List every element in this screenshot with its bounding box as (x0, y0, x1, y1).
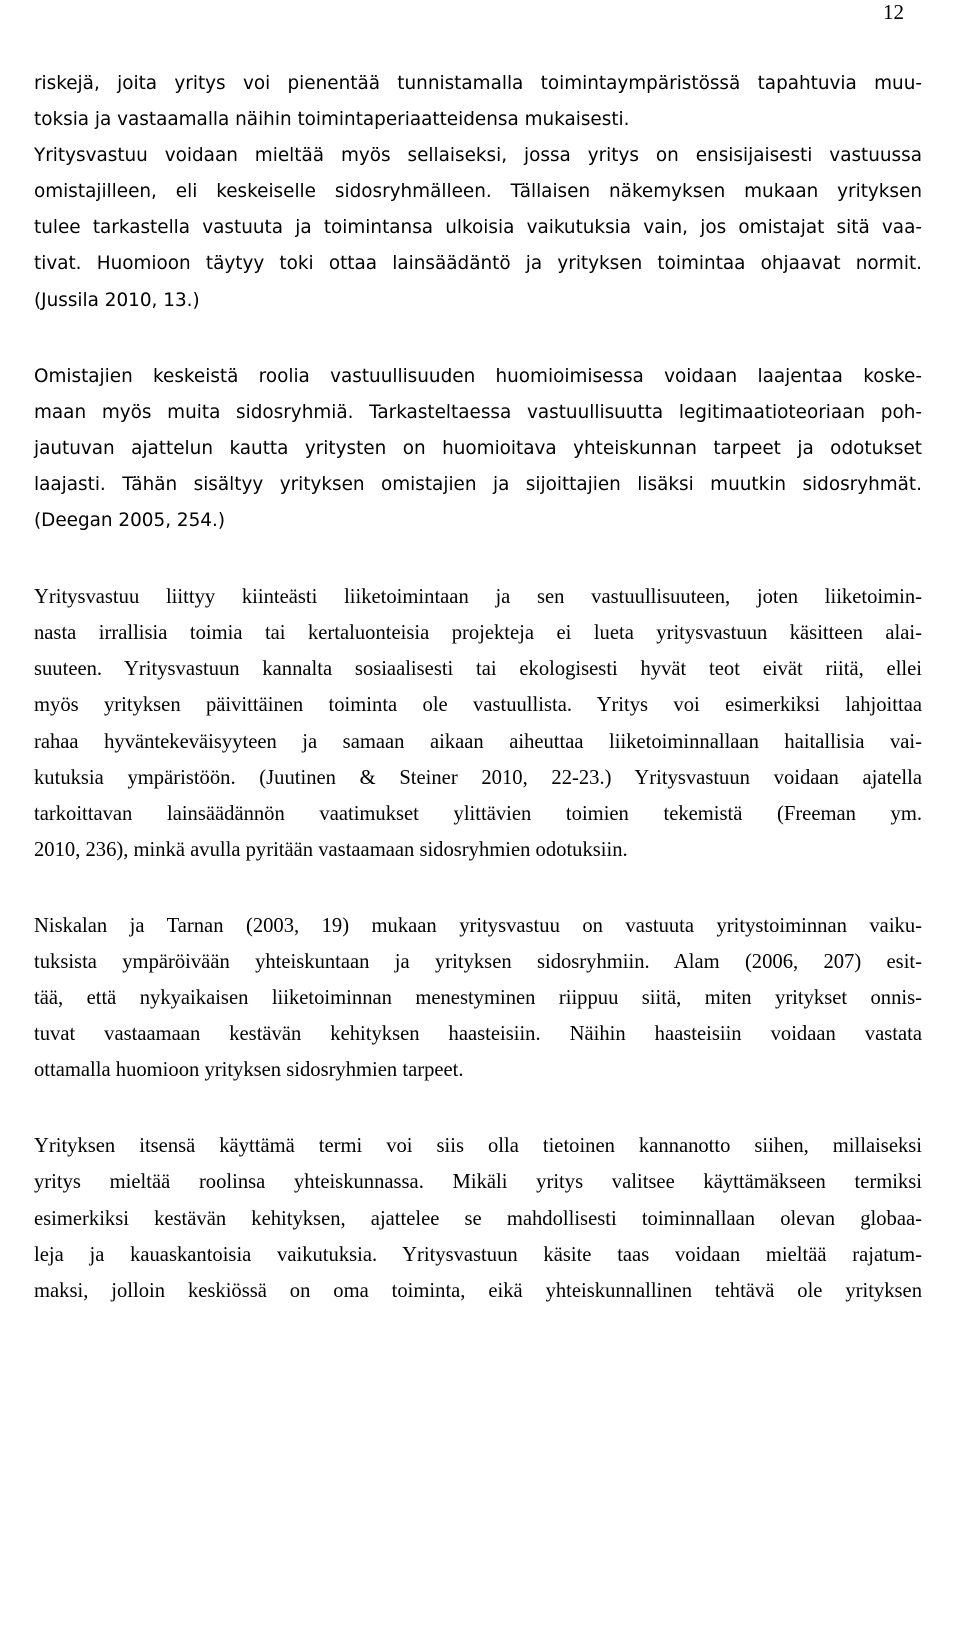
text-line: myös yrityksen päivittäinen toiminta ole vastuullista. Yritys voi esimerkiksi lahjoittaa (34, 694, 922, 717)
text-line: tuksista ympäröivään yhteiskuntaan ja yrityksen sidosryhmiin. Alam (2006, 207) esit- (34, 950, 922, 973)
text-line: kutuksia ympäristöön. (Juutinen & Steiner 2010, 22-23.) Yritysvastuun voidaan ajatella (34, 766, 922, 789)
text-line: riskejä, joita yritys voi pienentää tunnistamalla toimintaympäristössä tapahtuvia muu- (34, 73, 922, 94)
paragraph (34, 908, 922, 1088)
text-line: Yritysvastuu liittyy kiinteästi liiketoimintaan ja sen vastuullisuuteen, joten liiketoimin- (34, 586, 922, 609)
text-line: 2010, 236), minkä avulla pyritään vastaamaan sidosryhmien odotuksiin. (34, 838, 628, 861)
paragraph (34, 66, 922, 319)
text-line: tää, että nykyaikaisen liiketoiminnan menestyminen riippuu siitä, miten yritykset onnis- (34, 987, 922, 1010)
text-line: esimerkiksi kestävän kehityksen, ajattelee se mahdollisesti toiminnallaan olevan globaa- (34, 1207, 922, 1230)
text-line: toksia ja vastaamalla näihin toimintaperiaatteidensa mukaisesti. (34, 109, 630, 131)
text-line: ottamalla huomioon yrityksen sidosryhmien tarpeet. (34, 1059, 464, 1082)
text-line: jautuvan ajattelun kautta yritysten on huomioitava yhteiskunnan tarpeet ja odotukset (34, 437, 922, 459)
paragraph (34, 579, 922, 868)
text-line: suuteen. Yritysvastuun kannalta sosiaalisesti tai ekologisesti hyvät teot eivät riitä, ellei (34, 658, 922, 681)
paragraph (34, 359, 922, 539)
text-line: Yrityksen itsensä käyttämä termi voi siis olla tietoinen kannanotto siihen, millaiseksi (34, 1135, 922, 1158)
text-line: omistajilleen, eli keskeiselle sidosryhmälleen. Tällaisen näkemyksen mukaan yrityksen (34, 181, 922, 203)
document-body (34, 66, 922, 1349)
text-line: Niskalan ja Tarnan (2003, 19) mukaan yritysvastuu on vastuuta yritystoiminnan vaiku- (34, 914, 922, 937)
paragraph (34, 1128, 922, 1308)
text-line: tivat. Huomioon täytyy toki ottaa lainsäädäntö ja yrityksen toimintaa ohjaavat normit. (34, 253, 922, 275)
text-line: nasta irrallisia toimia tai kertaluonteisia projekteja ei lueta yritysvastuun käsitteen alai- (34, 622, 922, 645)
text-line: maan myös muita sidosryhmiä. Tarkasteltaessa vastuullisuutta legitimaatioteoriaan poh- (34, 401, 922, 423)
text-line: (Deegan 2005, 254.) (34, 510, 226, 532)
text-line: yritys mieltää roolinsa yhteiskunnassa. Mikäli yritys valitsee käyttämäkseen termiksi (34, 1171, 922, 1194)
text-line: laajasti. Tähän sisältyy yrityksen omistajien ja sijoittajien lisäksi muutkin sidosryhmät. (34, 473, 922, 495)
text-line: rahaa hyväntekeväisyyteen ja samaan aikaan aiheuttaa liiketoiminnallaan haitallisia vai- (34, 730, 922, 753)
text-line: tarkoittavan lainsäädännön vaatimukset ylittävien toimien tekemistä (Freeman ym. (34, 802, 922, 825)
text-line: Yritysvastuu voidaan mieltää myös sellaiseksi, jossa yritys on ensisijaisesti vastuussa (34, 145, 922, 167)
text-line: tuvat vastaamaan kestävän kehityksen haasteisiin. Näihin haasteisiin voidaan vastata (34, 1023, 922, 1046)
text-line: (Jussila 2010, 13.) (34, 289, 200, 311)
text-line: maksi, jolloin keskiössä on oma toiminta, eikä yhteiskunnallinen tehtävä ole yrityksen (34, 1279, 922, 1302)
text-line: Omistajien keskeistä roolia vastuullisuuden huomioimisessa voidaan laajentaa koske- (34, 365, 922, 387)
text-line: leja ja kauaskantoisia vaikutuksia. Yritysvastuun käsite taas voidaan mieltää rajatum- (34, 1243, 922, 1266)
page-number: 12 (883, 0, 904, 24)
text-line: tulee tarkastella vastuuta ja toimintansa ulkoisia vaikutuksia vain, jos omistajat sitä vaa- (34, 217, 922, 239)
